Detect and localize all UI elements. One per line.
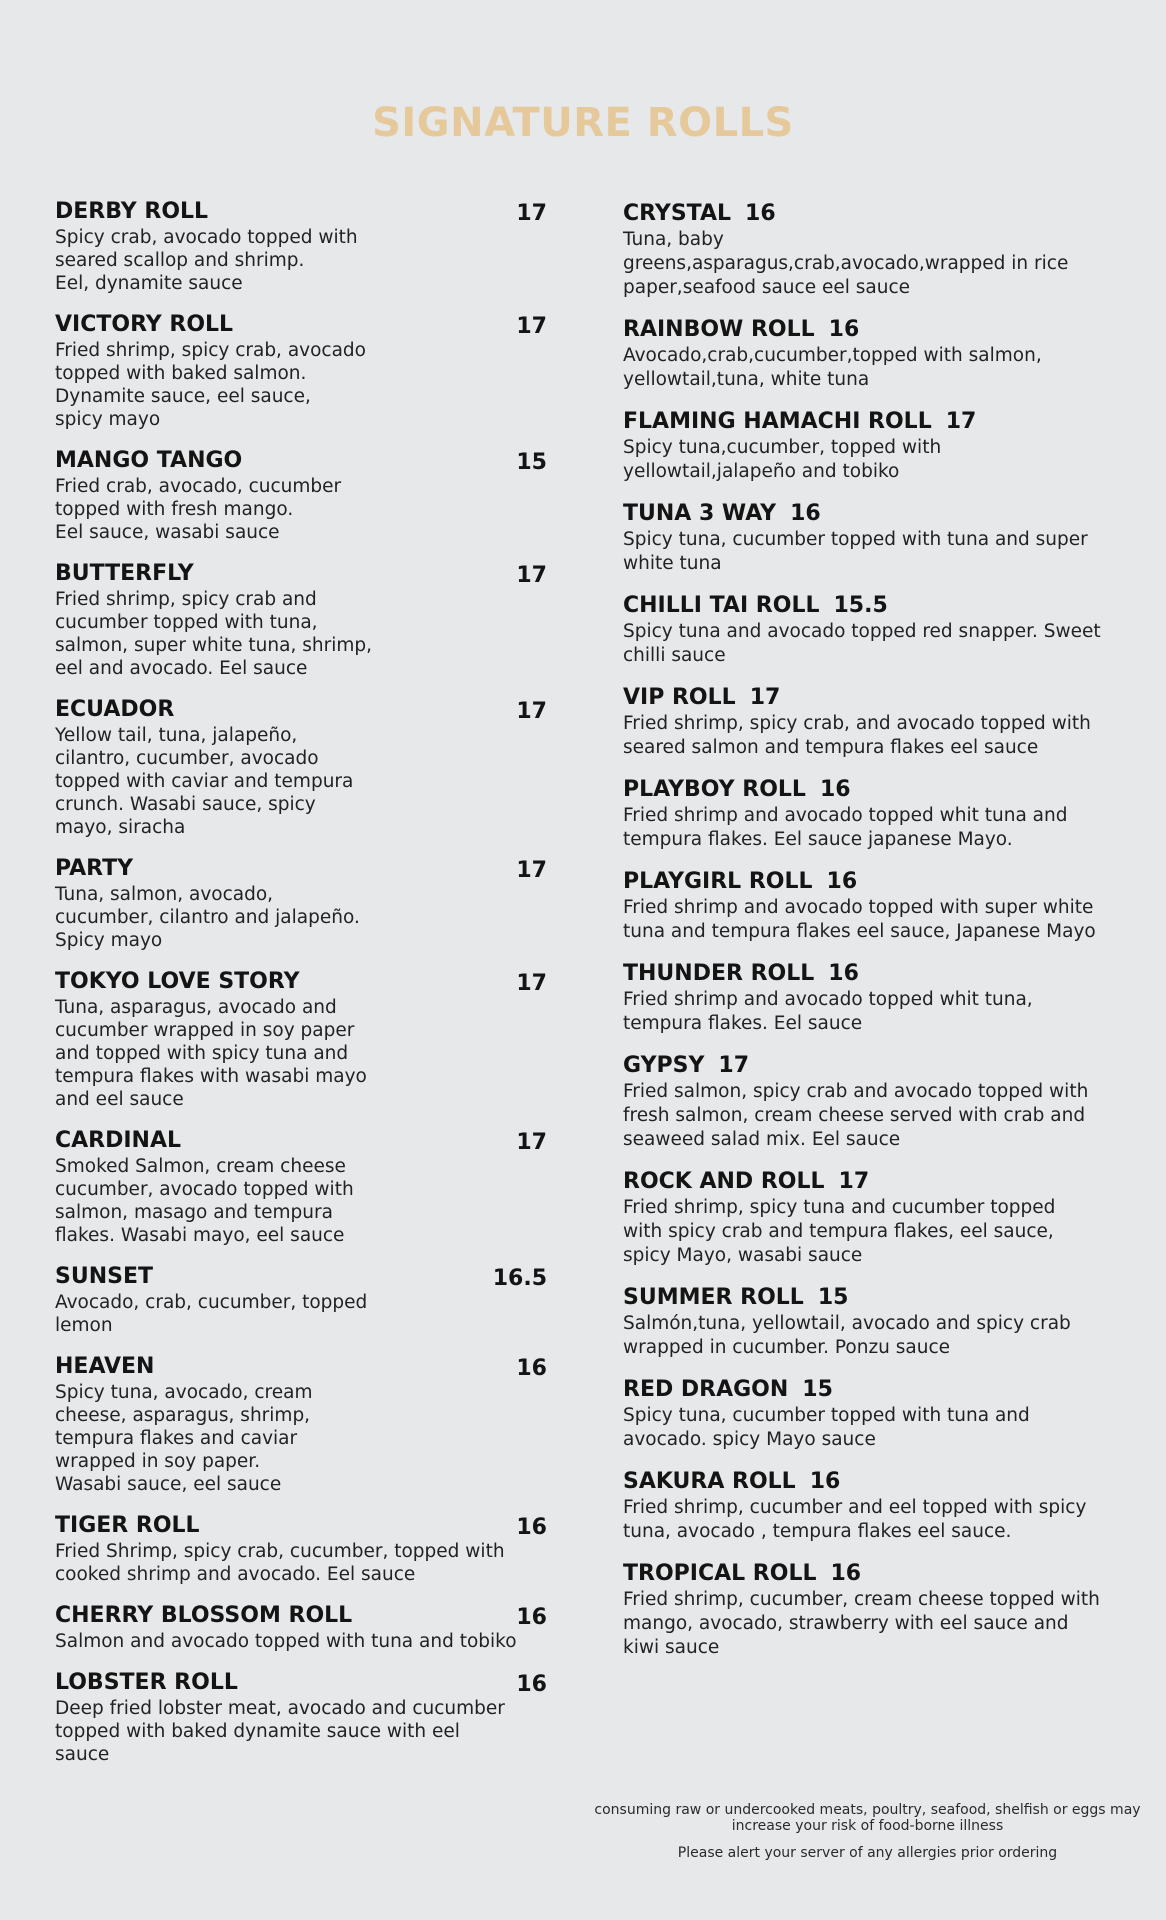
item-name: HEAVEN	[55, 1354, 155, 1379]
item-description: Tuna, baby greens,asparagus,crab,avocado,wrapped in rice paper,seafood sauce eel sauce	[623, 229, 1069, 298]
item-price: 16	[790, 501, 821, 526]
item-description: Spicy tuna and avocado topped red snapper. Sweet chilli sauce	[623, 621, 1101, 666]
item-price: 16	[826, 869, 858, 894]
item-description: Fried shrimp, spicy tuna and cucumber topped with spicy crab and tempura flakes, eel sauce, spicy Mayo, wasabi sauce	[623, 1197, 1056, 1266]
item-price: 16.5	[492, 1266, 547, 1291]
item-price: 17	[516, 314, 547, 339]
item-name: BUTTERFLY	[55, 561, 194, 586]
item-name: TROPICAL ROLL	[623, 1561, 817, 1586]
item-price: 17	[749, 685, 781, 710]
item-description: Fried shrimp, cucumber and eel topped with spicy tuna, avocado , tempura flakes eel sauce.	[623, 1497, 1087, 1542]
item-description: Smoked Salmon, cream cheese cucumber, avocado topped with salmon, masago and tempura flakes. Wasabi mayo, eel sauce	[55, 1156, 354, 1246]
item-price: 16	[819, 777, 851, 802]
menu-item	[623, 408, 1123, 484]
item-name: CHERRY BLOSSOM ROLL	[55, 1603, 353, 1628]
item-description: Spicy tuna, cucumber topped with tuna and super white tuna	[623, 529, 1088, 574]
item-name: CARDINAL	[55, 1128, 182, 1153]
item-name: RAINBOW ROLL	[623, 317, 815, 342]
item-price: 16	[809, 1469, 841, 1494]
menu-item	[55, 560, 555, 680]
item-name: LOBSTER ROLL	[55, 1670, 238, 1695]
page-title: SIGNATURE ROLLS	[372, 100, 794, 146]
item-description: Spicy tuna,cucumber, topped with yellowtail,jalapeño and tobiko	[623, 437, 942, 482]
item-name: VIP ROLL	[623, 685, 736, 710]
menu-item	[623, 592, 1123, 668]
item-name: ECUADOR	[55, 697, 175, 722]
item-name: PARTY	[55, 856, 134, 881]
item-description: Fried Shrimp, spicy crab, cucumber, topped with cooked shrimp and avocado. Eel sauce	[55, 1541, 505, 1585]
item-description: Spicy crab, avocado topped with seared scallop and shrimp. Eel, dynamite sauce	[55, 227, 358, 294]
item-name: DERBY ROLL	[55, 199, 209, 224]
item-description: Fried crab, avocado, cucumber topped with fresh mango. Eel sauce, wasabi sauce	[55, 476, 342, 543]
item-description: Avocado,crab,cucumber,topped with salmon, yellowtail,tuna, white tuna	[623, 345, 1042, 390]
menu-item	[55, 696, 555, 839]
menu-item	[623, 316, 1123, 392]
item-description: Fried shrimp, spicy crab, avocado topped with baked salmon. Dynamite sauce, eel sauce, spicy mayo	[55, 340, 366, 430]
item-name: CRYSTAL	[623, 201, 732, 226]
item-description: Salmon and avocado topped with tuna and tobiko	[55, 1631, 517, 1652]
menu-item	[623, 200, 1123, 300]
item-price: 15	[817, 1285, 849, 1310]
item-description: Spicy tuna, cucumber topped with tuna and avocado. spicy Mayo sauce	[623, 1405, 1030, 1450]
item-description: Fried shrimp, cucumber, cream cheese topped with mango, avocado, strawberry with eel sauce and kiwi sauce	[623, 1589, 1100, 1658]
item-price: 17	[838, 1169, 870, 1194]
menu-item	[623, 684, 1123, 760]
menu-item	[623, 776, 1123, 852]
menu-item	[55, 1353, 555, 1496]
menu-item	[55, 1512, 555, 1586]
item-description: Tuna, salmon, avocado, cucumber, cilantro and jalapeño. Spicy mayo	[55, 884, 360, 951]
item-description: Fried shrimp, spicy crab and cucumber topped with tuna, salmon, super white tuna, shrimp, eel and avocado. Eel sauce	[55, 589, 372, 679]
item-price: 16	[516, 1672, 547, 1697]
item-name: ROCK AND ROLL	[623, 1169, 825, 1194]
menu-item	[55, 968, 555, 1111]
item-name: MANGO TANGO	[55, 448, 243, 473]
menu-item	[623, 1376, 1123, 1452]
item-description: Fried shrimp, spicy crab, and avocado topped with seared salmon and tempura flakes eel sauce	[623, 713, 1091, 758]
menu-item	[55, 1263, 555, 1337]
menu-item	[623, 960, 1123, 1036]
item-name: FLAMING HAMACHI ROLL	[623, 409, 932, 434]
menu-item	[55, 1669, 555, 1766]
item-price: 17	[718, 1053, 750, 1078]
item-price: 17	[516, 699, 547, 724]
item-name: TOKYO LOVE STORY	[55, 969, 300, 994]
item-description: Fried salmon, spicy crab and avocado topped with fresh salmon, cream cheese served with crab and seaweed salad mix. Eel sauce	[623, 1081, 1089, 1150]
item-name: THUNDER ROLL	[623, 961, 815, 986]
item-price: 17	[945, 409, 977, 434]
raw-food-warning: consuming raw or undercooked meats, poultry, seafood, shelfish or eggs may increase your risk of food-borne illness	[594, 1802, 1141, 1834]
item-price: 16	[828, 317, 860, 342]
menu-item	[623, 1284, 1123, 1360]
item-name: CHILLI TAI ROLL	[623, 593, 820, 618]
item-price: 17	[516, 971, 547, 996]
menu-item	[623, 868, 1123, 944]
item-price: 17	[516, 563, 547, 588]
item-description: Avocado, crab, cucumber, topped lemon	[55, 1292, 368, 1336]
item-price: 16	[516, 1605, 547, 1630]
item-description: Deep fried lobster meat, avocado and cucumber topped with baked dynamite sauce with eel sauce	[55, 1698, 505, 1765]
item-description: Tuna, asparagus, avocado and cucumber wrapped in soy paper and topped with spicy tuna and tempura flakes with wasabi mayo and eel sauce	[55, 997, 367, 1110]
item-price: 16	[516, 1515, 547, 1540]
item-description: Spicy tuna, avocado, cream cheese, asparagus, shrimp, tempura flakes and caviar wrapped in soy paper. Wasabi sauce, eel sauce	[55, 1382, 313, 1495]
item-name: PLAYGIRL ROLL	[623, 869, 813, 894]
item-price: 15.5	[833, 593, 888, 618]
item-price: 17	[516, 201, 547, 226]
item-name: SUMMER ROLL	[623, 1285, 804, 1310]
menu-item	[55, 855, 555, 952]
item-name: PLAYBOY ROLL	[623, 777, 806, 802]
item-price: 17	[516, 858, 547, 883]
item-price: 16	[745, 201, 776, 226]
allergy-notice: Please alert your server of any allergies prior ordering	[677, 1845, 1058, 1861]
item-price: 16	[828, 961, 859, 986]
item-name: GYPSY	[623, 1053, 705, 1078]
item-description: Fried shrimp and avocado topped with super white tuna and tempura flakes eel sauce, Japanese Mayo	[623, 897, 1096, 942]
menu-item	[55, 311, 555, 431]
item-name: VICTORY ROLL	[55, 312, 234, 337]
menu-item	[623, 1168, 1123, 1268]
item-name: TIGER ROLL	[55, 1513, 200, 1538]
item-description: Yellow tail, tuna, jalapeño, cilantro, cucumber, avocado topped with caviar and tempura crunch. Wasabi sauce, spicy mayo, siracha	[55, 725, 354, 838]
menu-column-right	[623, 200, 1123, 1676]
menu-item	[55, 1602, 555, 1653]
menu-item	[55, 198, 555, 295]
menu-item	[623, 1052, 1123, 1152]
item-name: RED DRAGON	[623, 1377, 789, 1402]
menu-item	[623, 1468, 1123, 1544]
item-description: Fried shrimp and avocado topped whit tuna, tempura flakes. Eel sauce	[623, 989, 1033, 1034]
menu-item	[623, 500, 1123, 576]
item-price: 15	[516, 450, 547, 475]
menu-item	[55, 1127, 555, 1247]
item-name: TUNA 3 WAY	[623, 501, 777, 526]
menu-item	[55, 447, 555, 544]
item-description: Salmón,tuna, yellowtail, avocado and spicy crab wrapped in cucumber. Ponzu sauce	[623, 1313, 1071, 1358]
menu-column-left	[55, 198, 555, 1782]
item-description: Fried shrimp and avocado topped whit tuna and tempura flakes. Eel sauce japanese Mayo.	[623, 805, 1068, 850]
item-name: SAKURA ROLL	[623, 1469, 796, 1494]
item-price: 16	[830, 1561, 862, 1586]
item-price: 17	[516, 1130, 547, 1155]
item-name: SUNSET	[55, 1264, 154, 1289]
item-price: 15	[802, 1377, 833, 1402]
item-price: 16	[516, 1356, 547, 1381]
menu-item	[623, 1560, 1123, 1660]
